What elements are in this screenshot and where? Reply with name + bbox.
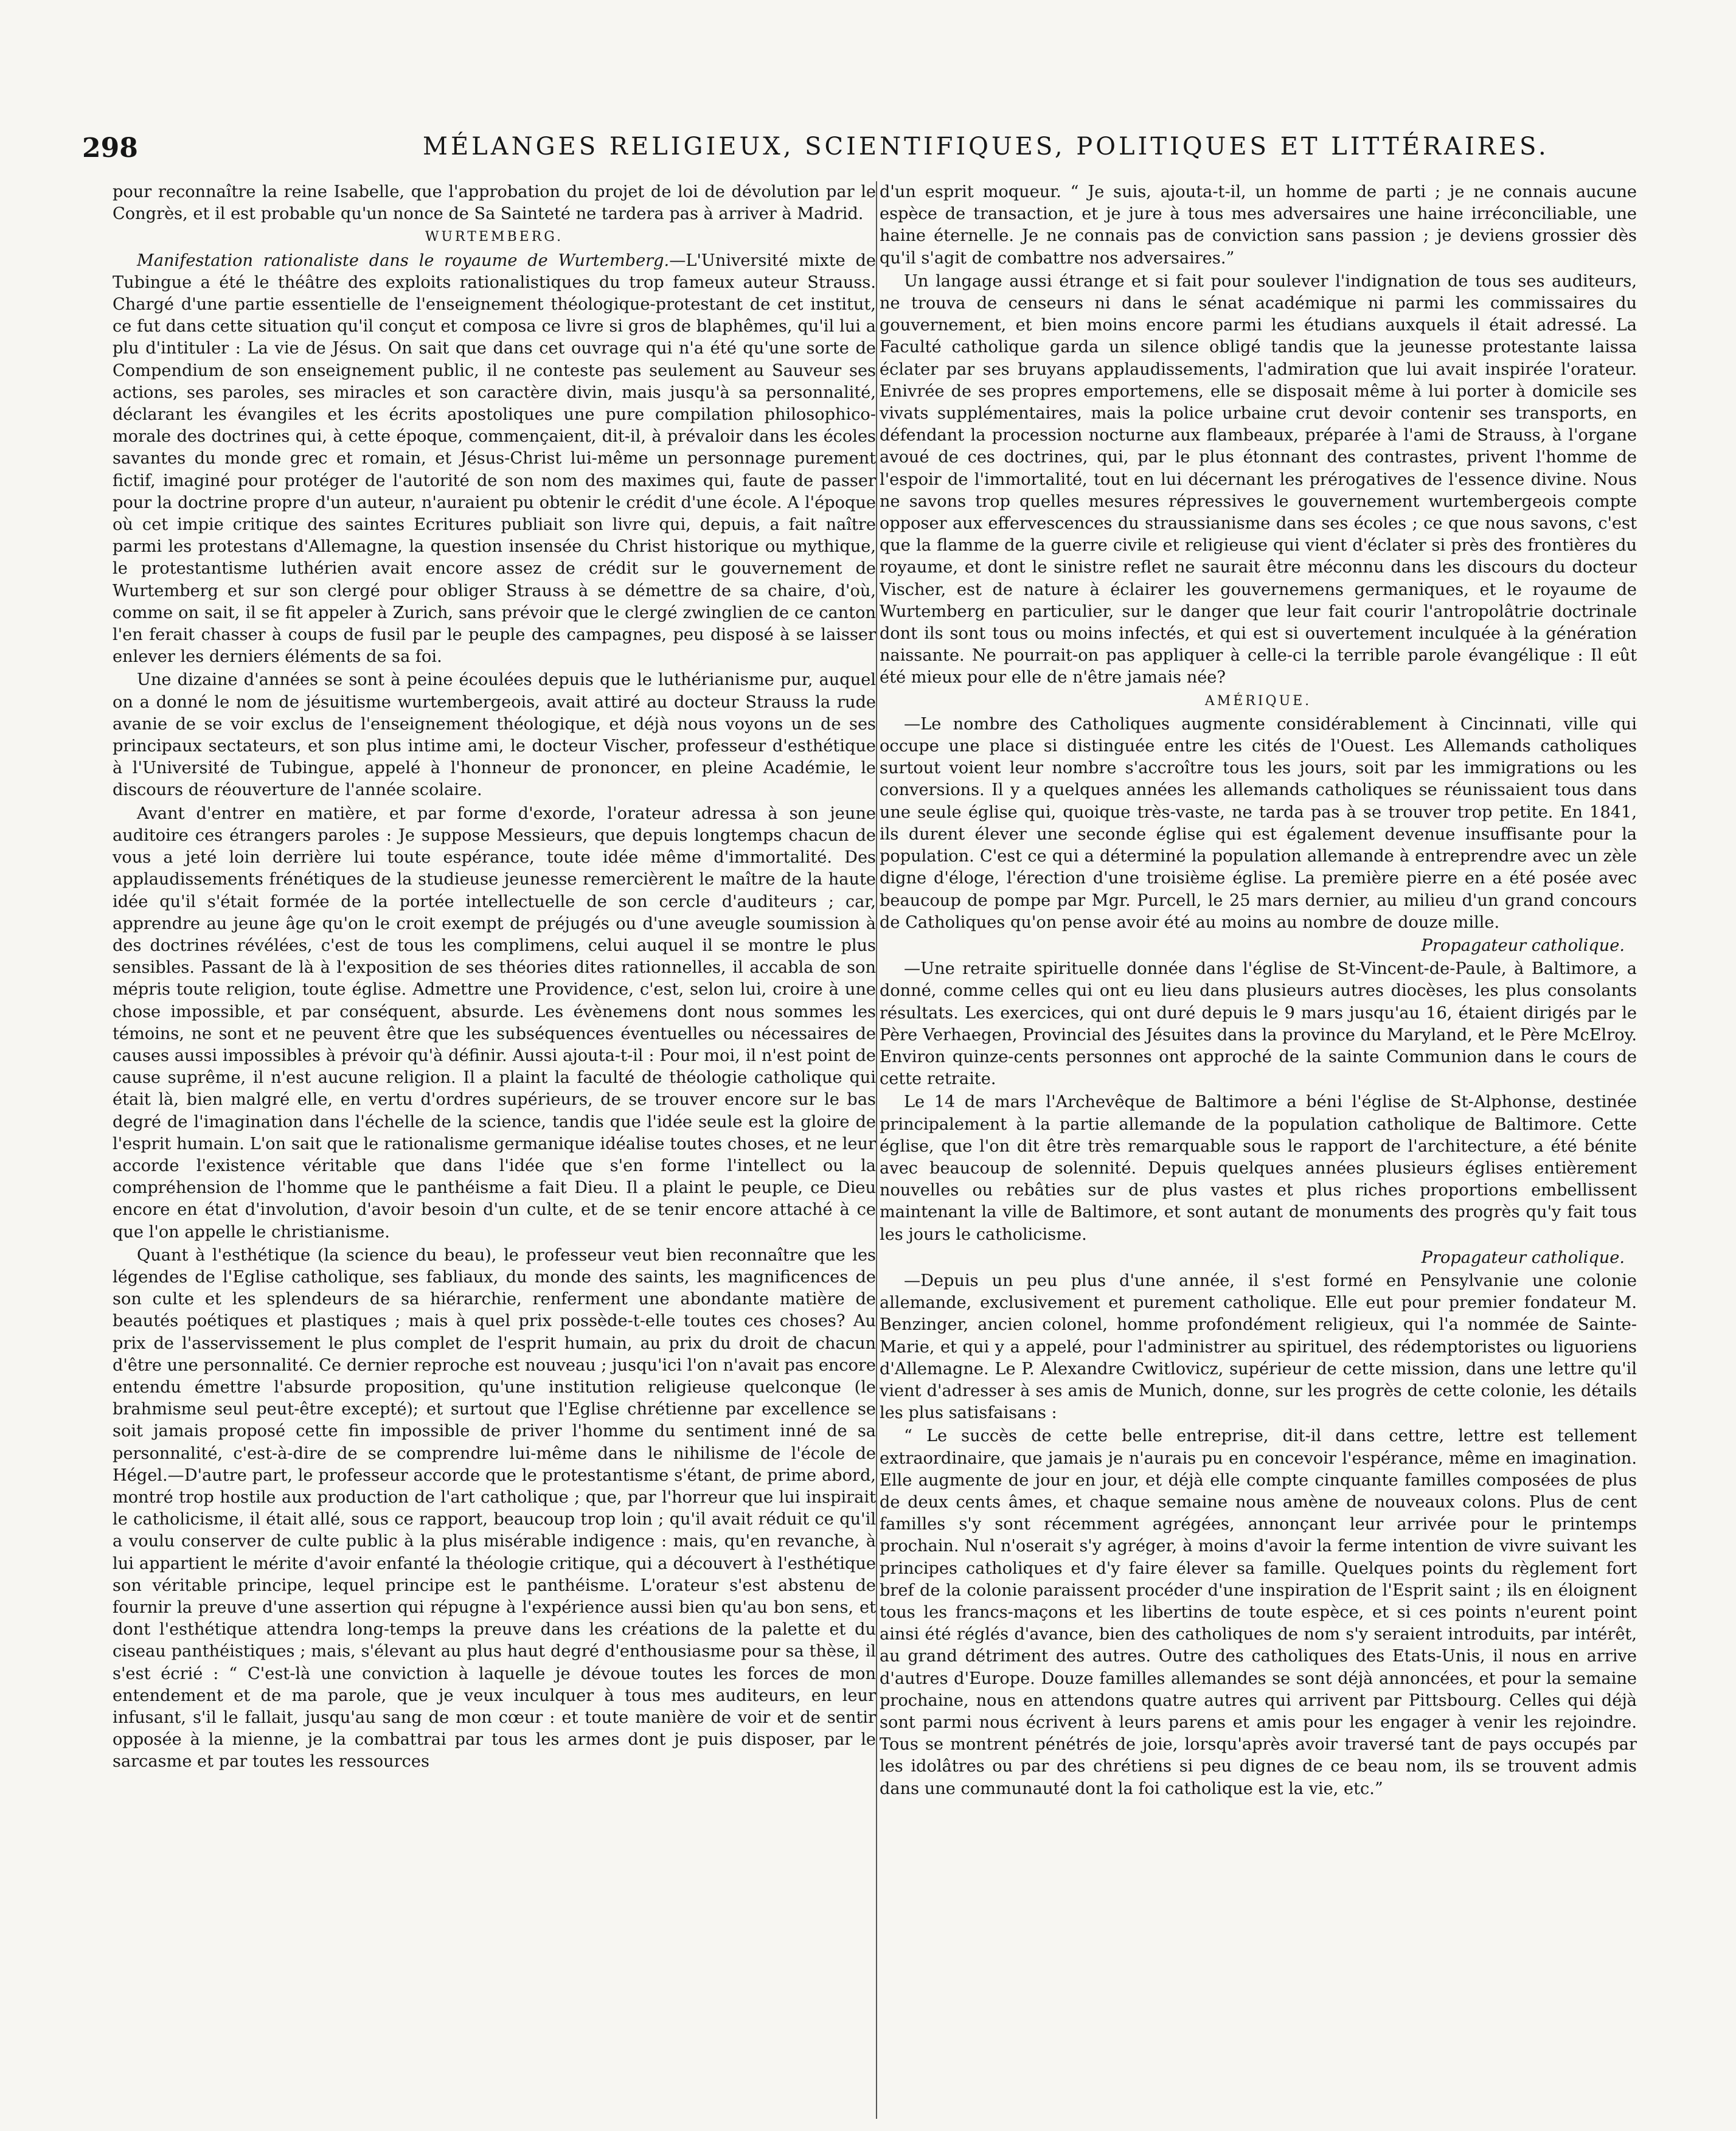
right-column	[880, 181, 1637, 2116]
paragraph: pour reconnaître la reine Isabelle, que l'approbation du projet de loi de dévolution par le Congrès, et il est probable qu'un nonce de Sa Sainteté ne tardera pas à arriver à Madrid.	[113, 183, 876, 224]
paragraph: Une dizaine d'années se sont à peine écoulées depuis que le luthérianisme pur, auquel on a donné le nom de jésuitisme wurtembergeois, avait attiré au docteur Strauss la rude avanie de se voir exclus de l'enseignement théologique, et déjà nous voyons un de ses principaux sectateurs, et son plus intime ami, le docteur Vischer, professeur d'esthétique à l'Université de Tubingue, appelé à l'honneur de prononcer, en pleine Académie, le discours de réouverture de l'année scolaire.	[113, 670, 876, 800]
article-body: —L'Université mixte de Tubingue a été le théâtre des exploits rationalistiques du trop fameux auteur Strauss. Chargé d'une partie essentielle de l'enseignement théologique-protestant de cet institut, ce fut dans cette situation qu'il conçut et composa ce livre si gros de blaphêmes, qu'il lui a plu d'intituler : La vie de Jésus. On sait que dans cet ouvrage qui n'a été qu'une sorte de Compendium de son enseignement public, il ne conteste pas seulement au Sauveur ses actions, ses paroles, ses miracles et son caractère divin, mais jusqu'à sa personnalité, déclarant les évangiles et les écrits apostoliques une pure compilation philosophico-morale des doctrines qui, à cette époque, commençaient, dit-il, à prévaloir dans les écoles savantes du monde grec et romain, et Jésus-Christ lui-même un personnage purement fictif, imaginé pour protéger de l'autorité de son nom des maximes qui, faute de passer pour la doctrine propre d'un auteur, n'auraient pu obtenir le crédit d'une école. A l'époque où cet impie critique des saintes Ecritures publiait son livre qui, depuis, a fait naître parmi les protestans d'Allemagne, la question insensée du Christ historique ou mythique, le protestantisme luthérien avait encore assez de crédit sur le gouvernement de Wurtemberg et sur son clergé pour obliger Strauss à se démettre de sa chaire, d'où, comme on sait, il se fit appeler à Zurich, sans prévoir que le clergé zwinglien de ce canton l'en ferait chasser à coups de fusil par le peuple des campagnes, peu disposé à se laisser enlever les derniers éléments de sa foi.	[113, 251, 876, 667]
page-header	[82, 133, 1639, 175]
page-number: 298	[82, 133, 138, 164]
source-attribution: Propagateur catholique.	[1421, 936, 1625, 955]
paragraph: —Le nombre des Catholiques augmente considérablement à Cincinnati, ville qui occupe une place si distinguée entre les cités de l'Ouest. Les Allemands catholiques surtout voient leur nombre s'accroître tous les jours, soit par les immigrations ou les conversions. Il y a quelques années les allemands catholiques se réunissaient tous dans une seule église qui, quoique très-vaste, ne tarda pas à se trouver trop petite. En 1841, ils durent élever une seconde église qui est également devenue insuffisante pour la population. C'est ce qui a déterminé la population allemande à entreprendre avec un zèle digne d'éloge, l'érection d'une troisième église. La première pierre en a été posée avec beaucoup de pompe par Mgr. Purcell, le 25 mars dernier, au milieu d'un grand concours de Catholiques qu'on pense avoir été au moins au nombre de douze mille.	[880, 714, 1637, 932]
paragraph: Un langage aussi étrange et si fait pour soulever l'indignation de tous ses auditeurs, ne trouva de censeurs ni dans le sénat académique ni parmi les commissaires du gouvernement, et bien moins encore parmi les étudians auxquels il était adressé. La Faculté catholique garda un silence obligé tandis que la jeunesse protestante laissa éclater par ses bruyans applaudissements, l'admiration que lui avait inspirée l'orateur. Enivrée de ses propres emportemens, elle se disposait même à lui porter à domicile ses vivats supplémentaires, mais la police urbaine crut devoir contenir ses transports, en défendant la procession nocturne aux flambeaux, préparée à l'ami de Strauss, à l'organe avoué de ces doctrines, qui, par le plus étonnant des contrastes, privent l'homme de l'espoir de l'immortalité, tout en lui décernant les prérogatives de l'essence divine. Nous ne savons trop quelles mesures répressives le gouvernement wurtembergeois compte opposer aux effervescences du straussianisme dans ses écoles ; ce que nous savons, c'est que la flamme de la guerre civile et religieuse qui vient d'éclater si près des frontières du royaume, et dont le sinistre reflet ne saurait être méconnu dans les discours du docteur Vischer, est de nature à éclairer les gouvernemens germaniques, et le royaume de Wurtemberg en particulier, sur le danger que leur fait courir l'antropolâtrie doctrinale dont ils sont tous ou moins infectés, et qui est si ouvertement inculquée à la génération naissante. Ne pourrait-on pas appliquer à celle-ci la terrible parole évangélique : Il eût été mieux pour elle de n'être jamais née?	[880, 271, 1637, 687]
paragraph: Le 14 de mars l'Archevêque de Baltimore a béni l'église de St-Alphonse, destinée principalement à la partie allemande de la population catholique de Baltimore. Cette église, que l'on dit être très remarquable sous le rapport de l'architecture, a été bénite avec beaucoup de solennité. Depuis quelques années plusieurs églises entièrement nouvelles ou rebâties sur de plus vastes et plus riches proportions embellissent maintenant la ville de Baltimore, et sont autant de monuments des progrès qu'y fait tous les jours le catholicisme.	[880, 1093, 1637, 1244]
section-heading-wurtemberg: WURTEMBERG.	[425, 229, 564, 245]
left-column	[113, 181, 876, 2116]
running-title: MÉLANGES RELIGIEUX, SCIENTIFIQUES, POLITIQUES ET LITTÉRAIRES.	[423, 133, 1549, 161]
paragraph: d'un esprit moqueur. “ Je suis, ajouta-t-il, un homme de parti ; je ne connais aucune espèce de transaction, et je jure à tous mes adversaires une haine irréconciliable, une haine éternelle. Je ne connais pas de conviction sans passion ; je deviens grossier dès qu'il s'agit de combattre nos adversaires.”	[880, 183, 1637, 268]
paragraph: Quant à l'esthétique (la science du beau), le professeur veut bien reconnaître que les légendes de l'Eglise catholique, ses fabliaux, du monde des saints, les magnificences de son culte et les splendeurs de sa hiérarchie, renferment une abondante matière de beautés poétiques et plastiques ; mais à quel prix possède-t-elle toutes ces choses? Au prix de l'asservissement le plus complet de l'esprit humain, au prix du droit de chacun d'être une personnalité. Ce dernier reproche est nouveau ; jusqu'ici l'on n'avait pas encore entendu émettre l'absurde proposition, qu'une institution religieuse quelconque (le brahmisme seul peut-être excepté); et surtout que l'Eglise chrétienne par excellence se soit jamais proposé cette fin impossible de priver l'homme du sentiment inné de sa personnalité, c'est-à-dire de se comprendre lui-même dans le nihilisme de l'école de Hégel.—D'autre part, le professeur accorde que le protestantisme s'étant, de prime abord, montré trop hostile aux production de l'art catholique ; que, par l'horreur que lui inspirait le catholicisme, il était allé, sous ce rapport, beaucoup trop loin ; qu'il avait réduit ce qu'il a voulu conserver de culte public à la plus misérable indigence : mais, qu'en revanche, à lui appartient le mérite d'avoir enfanté la théologie critique, qui a découvert à l'esthétique son véritable principe, lequel principe est le panthéisme. L'orateur s'est abstenu de fournir la preuve d'une assertion qui répugne à l'expérience aussi bien qu'au bon sens, et dont l'esthétique attendra long-temps la preuve dans les créations de la palette et du ciseau panthéistiques ; mais, s'élevant au plus haut degré d'enthousiasme pour sa thèse, il s'est écrié : “ C'est-là une conviction à laquelle je dévoue toutes les forces de mon entendement et de ma parole, que je veux inculquer à tous mes auditeurs, en leur infusant, s'il le fallait, jusqu'au sang de mon cœur : et toute manière de voir et de sentir opposée à la mienne, je la combattrai par tous les armes dont je puis disposer, par le sarcasme et par toutes les ressources	[113, 1245, 876, 1771]
article-title: Manifestation rationaliste dans le royaume de Wurtemberg.	[137, 251, 670, 270]
column-divider	[876, 181, 877, 2119]
paragraph: —Une retraite spirituelle donnée dans l'église de St-Vincent-de-Paule, à Baltimore, a donné, comme celles qui ont eu lieu dans plusieurs autres diocèses, les plus consolants résultats. Les exercices, qui ont duré depuis le 9 mars jusqu'au 16, étaient dirigés par le Père Verhaegen, Provincial des Jésuites dans la province du Maryland, et le Père McElroy. Environ quinze-cents personnes ont approché de la sainte Communion dans le cours de cette retraite.	[880, 959, 1637, 1089]
section-heading-amerique: AMÉRIQUE.	[1204, 693, 1312, 709]
article-wurtemberg	[113, 250, 876, 669]
paragraph: —Depuis un peu plus d'une année, il s'est formé en Pensylvanie une colonie allemande, exclusivement et purement catholique. Elle eut pour premier fondateur M. Benzinger, ancien colonel, homme profondément religieux, qui l'a nommée de Sainte-Marie, et qui y a appelé, pour l'administrer au spirituel, des rédemptoristes ou liguoriens d'Allemagne. Le P. Alexandre Cwitlovicz, supérieur de cette mission, dans une lettre qu'il vient d'adresser à ses amis de Munich, donne, sur les progrès de cette colonie, les détails les plus satisfaisans :	[880, 1271, 1637, 1423]
quoted-letter: “ Le succès de cette belle entreprise, dit-il dans cettre, lettre est tellement extraordinaire, que jamais je n'aurais pu en concevoir l'espérance, même en imagination. Elle augmente de jour en jour, et déjà elle compte cinquante familles composées de plus de deux cents âmes, et chaque semaine nous amène de nouveaux colons. Plus de cent familles s'y sont récemment agrégées, annonçant leur arrivée pour le printemps prochain. Nul n'oserait s'y agréger, à moins d'avoir la ferme intention de vivre suivant les principes catholiques et d'y faire élever sa famille. Quelques points du règlement fort bref de la colonie paraissent procéder d'une inspiration de l'Esprit saint ; ils en éloignent tous les francs-maçons et les libertins de toute espèce, et si ces points n'eurent point ainsi été réglés d'avance, bien des catholiques de nom s'y seraient introduits, par intérêt, au grand détriment des autres. Outre des catholiques des Etats-Unis, il nous en arrive d'autres d'Europe. Douze familles allemandes se sont déjà annoncées, et pour la semaine prochaine, nous en attendons quatre autres qui arrivent par Pittsbourg. Celles qui déjà sont parmi nous écrivent à leurs parens et amis pour les engager à venir les rejoindre. Tous se montrent pénétrés de joie, lorsqu'après avoir traversé tant de pays occupés par les idolâtres ou par des chrétiens si peu dignes de ce beau nom, ils se trouvent admis dans une communauté dont la foi catholique est la vie, etc.”	[880, 1427, 1637, 1798]
source-attribution: Propagateur catholique.	[1421, 1248, 1625, 1267]
paragraph: Avant d'entrer en matière, et par forme d'exorde, l'orateur adressa à son jeune auditoire ces étrangers paroles : Je suppose Messieurs, que depuis longtemps chacun de vous a jeté loin derrière lui toute espérance, toute idée même d'immortalité. Des applaudissements frénétiques de la studieuse jeunesse remercièrent le maître de la haute idée qu'il s'était formée de la portée intellectuelle de son cercle d'auditeurs ; car, apprendre au jeune âge qu'on le croit exempt de préjugés ou d'une aveugle soumission à des doctrines révélées, c'est de tous les complimens, celui auquel il se montre le plus sensibles. Passant de là à l'exposition de ses théories dites rationnelles, il accabla de son mépris toute religion, toute église. Admettre une Providence, c'est, selon lui, croire à une chose impossible, et par conséquent, absurde. Les évènemens dont nous sommes les témoins, ne sont et ne peuvent être que les subséquences éventuelles ou nécessaires de causes aussi impossibles à prévoir qu'à définir. Aussi ajouta-t-il : Pour moi, il n'est point de cause suprême, il n'est aucune religion. Il a plaint la faculté de théologie catholique qui était là, bien malgré elle, en vertu d'ordres supérieurs, de se trouver encore sur le bas degré de l'imagination dans l'échelle de la science, tandis que l'idée seule est la gloire de l'esprit humain. L'on sait que le rationalisme germanique idéalise toutes choses, et ne leur accorde l'existence véritable que dans l'idée que s'en forme l'intellect ou la compréhension de l'homme que le panthéisme a fait Dieu. Il a plaint le peuple, ce Dieu encore en état d'involution, d'avoir besoin d'un culte, et de se tenir encore attaché à ce que l'on appelle le christianisme.	[113, 804, 876, 1242]
